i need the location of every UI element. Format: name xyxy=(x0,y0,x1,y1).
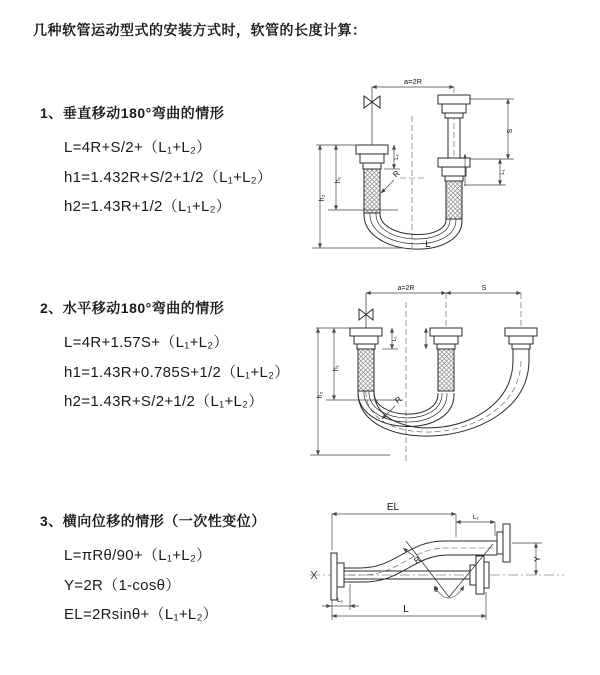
right-pipe-assembly xyxy=(505,328,537,360)
section-2-formula-l: L=4R+1.57S+（L₁+L₂） xyxy=(64,334,229,351)
left-pipe-assembly xyxy=(350,293,382,391)
braided-hose xyxy=(438,349,454,391)
dim-label-l1-left: L₁ xyxy=(394,154,400,160)
section-1-formula-l: L=4R+S/2+（L₁+L₂） xyxy=(64,139,212,156)
diagram-horizontal-180-bend xyxy=(298,280,593,470)
radius-label: R xyxy=(412,554,423,566)
dim-label-l1: L₁ xyxy=(392,336,398,342)
section-3-formula-l: L=πRθ/90+（L₁+L₂） xyxy=(64,547,212,564)
section-1-formula-h2: h2=1.43R+1/2（L₁+L₂） xyxy=(64,198,232,215)
diagram-vertical-180-bend xyxy=(300,58,585,258)
dimensions xyxy=(312,77,514,250)
dim-label-a2r: a=2R xyxy=(403,77,423,86)
dim-label-el: EL xyxy=(386,502,400,513)
braided-hose xyxy=(358,349,374,391)
dim-label-h1: h₁ xyxy=(335,176,342,184)
section-2 xyxy=(40,298,290,417)
dim-label-h2: h₂ xyxy=(317,391,324,399)
section-1-heading: 1、垂直移动180°弯曲的情形 xyxy=(40,105,225,121)
braided-hose xyxy=(364,169,380,213)
section-3-heading: 3、横向位移的情形（一次性变位） xyxy=(40,513,266,529)
middle-pipe-assembly xyxy=(430,328,462,391)
section-2-heading: 2、水平移动180°弯曲的情形 xyxy=(40,300,225,316)
dim-label-l1-right: L₁ xyxy=(500,169,506,175)
page-title: 几种软管运动型式的安装方式时，软管的长度计算： xyxy=(33,22,367,38)
right-pipe-assembly xyxy=(438,95,470,219)
diagram-lateral-displacement xyxy=(296,492,596,652)
dim-label-y: Y xyxy=(532,556,542,562)
left-flange-assembly xyxy=(331,553,344,600)
section-2-formula-h2: h2=1.43R+S/2+1/2（L₁+L₂） xyxy=(64,393,264,410)
dim-label-l1: L₁ xyxy=(337,597,343,604)
length-label: L xyxy=(425,239,431,250)
dim-label-l: L xyxy=(403,604,409,615)
upper-flange-assembly xyxy=(497,524,510,562)
section-1 xyxy=(40,103,272,222)
braided-hose xyxy=(446,181,462,219)
dim-label-h2: h₂ xyxy=(319,194,326,202)
dimensions xyxy=(310,285,521,455)
section-2-formula-h1: h1=1.43R+0.785S+1/2（L₁+L₂） xyxy=(64,363,290,381)
dim-label-h1: h₁ xyxy=(333,364,340,372)
section-3-formula-y: Y=2R（1-cosθ） xyxy=(64,576,181,594)
dim-label-s: S xyxy=(481,285,487,292)
dim-label-l2: L₂ xyxy=(472,514,480,521)
section-3 xyxy=(40,511,266,630)
section-3-formula-el: EL=2Rsinθ+（L₁+L₂） xyxy=(64,606,218,623)
left-pipe-assembly xyxy=(356,87,388,213)
dim-label-s: S xyxy=(507,128,514,134)
radius-label: R xyxy=(391,168,402,180)
section-1-formula-h1: h1=1.432R+S/2+1/2（L₁+L₂） xyxy=(64,168,273,186)
centerlines xyxy=(310,548,564,579)
dim-label-a2r: a=2R xyxy=(397,285,415,292)
angle-label: θ xyxy=(433,585,439,594)
radius-label: R xyxy=(393,394,404,406)
